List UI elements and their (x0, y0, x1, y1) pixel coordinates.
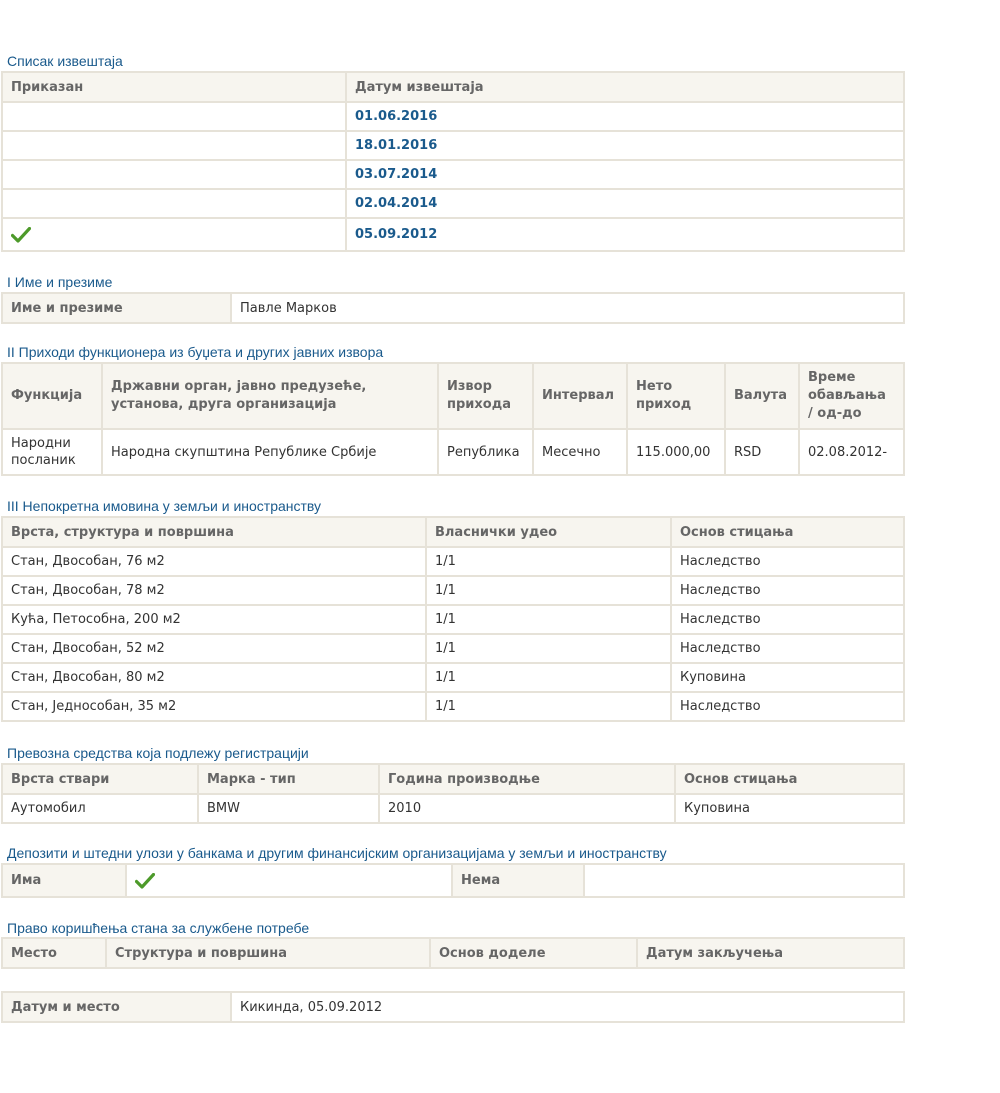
property-section-title: III Непокретна имовина у земљи и иностранству (7, 498, 322, 514)
property-basis-cell: Куповина (671, 663, 904, 692)
housing-section-title: Право коришћења стана за службене потребе (7, 920, 310, 936)
property-row (2, 576, 904, 605)
report-date-cell (346, 218, 904, 251)
property-share-cell: 1/1 (426, 576, 671, 605)
report-shown-cell (2, 189, 346, 218)
deposits-table (1, 863, 905, 898)
income-header-row (2, 363, 904, 429)
property-header-basis: Основ стицања (671, 517, 904, 547)
vehicles-header-row (2, 764, 904, 794)
income-header-source: Извор прихода (438, 363, 533, 429)
report-row (2, 131, 904, 160)
property-basis-cell: Наследство (671, 634, 904, 663)
deposits-none-value (584, 864, 904, 897)
vehicles-section-title: Превозна средства која подлежу регистрацији (7, 745, 309, 761)
property-basis-cell: Наследство (671, 692, 904, 721)
name-label: Име и презиме (2, 293, 231, 323)
vehicle-make-cell: BMW (198, 794, 379, 823)
report-row (2, 218, 904, 251)
housing-header-row (2, 938, 904, 968)
property-type-cell: Стан, Двособан, 78 м2 (2, 576, 426, 605)
vehicles-table (1, 763, 905, 824)
deposits-has-value (126, 864, 452, 897)
checkmark-icon (135, 873, 155, 889)
property-share-cell: 1/1 (426, 547, 671, 576)
income-header-currency: Валута (725, 363, 799, 429)
property-share-cell: 1/1 (426, 692, 671, 721)
property-row (2, 663, 904, 692)
income-header-function: Функција (2, 363, 102, 429)
report-row (2, 189, 904, 218)
property-type-cell: Стан, Двособан, 52 м2 (2, 634, 426, 663)
report-shown-cell (2, 160, 346, 189)
income-row (2, 429, 904, 475)
property-row (2, 634, 904, 663)
deposits-has-label: Има (2, 864, 126, 897)
name-value: Павле Марков (231, 293, 904, 323)
deposits-row (2, 864, 904, 897)
checkmark-icon (11, 227, 31, 243)
income-table (1, 362, 905, 476)
report-row (2, 102, 904, 131)
housing-header-place: Место (2, 938, 106, 968)
vehicle-year-cell: 2010 (379, 794, 675, 823)
reports-header-shown: Приказан (2, 72, 346, 102)
report-date-cell (346, 189, 904, 218)
income-interval-cell: Месечно (533, 429, 627, 475)
income-header-organization: Државни орган, јавно предузеће, установа, друга организација (102, 363, 438, 429)
report-date-cell (346, 160, 904, 189)
property-table (1, 516, 905, 722)
report-date-cell (346, 102, 904, 131)
property-share-cell: 1/1 (426, 634, 671, 663)
income-source-cell: Република (438, 429, 533, 475)
income-function-cell: Народни посланик (2, 429, 102, 475)
property-row (2, 547, 904, 576)
income-header-period: Време обављања / од-до (799, 363, 904, 429)
property-share-cell: 1/1 (426, 605, 671, 634)
income-header-interval: Интервал (533, 363, 627, 429)
report-shown-cell (2, 218, 346, 251)
property-type-cell: Стан, Двособан, 76 м2 (2, 547, 426, 576)
income-period-cell: 02.08.2012- (799, 429, 904, 475)
property-share-cell: 1/1 (426, 663, 671, 692)
date-place-value: Кикинда, 05.09.2012 (231, 992, 904, 1022)
report-date-link[interactable]: 02.04.2014 (355, 196, 438, 211)
property-header-type: Врста, структура и површина (2, 517, 426, 547)
vehicle-row (2, 794, 904, 823)
reports-header-date: Датум извештаја (346, 72, 904, 102)
income-header-net: Нето приход (627, 363, 725, 429)
date-place-row (2, 992, 904, 1022)
property-row (2, 605, 904, 634)
name-row (2, 293, 904, 323)
vehicles-header-basis: Основ стицања (675, 764, 904, 794)
housing-header-date: Датум закључења (637, 938, 904, 968)
vehicle-basis-cell: Куповина (675, 794, 904, 823)
name-table (1, 292, 905, 324)
report-shown-cell (2, 102, 346, 131)
vehicles-header-make: Марка - тип (198, 764, 379, 794)
housing-header-structure: Структура и површина (106, 938, 430, 968)
vehicles-header-kind: Врста ствари (2, 764, 198, 794)
report-date-cell (346, 131, 904, 160)
property-row (2, 692, 904, 721)
property-basis-cell: Наследство (671, 576, 904, 605)
name-section-title: I Име и презиме (7, 274, 113, 290)
property-type-cell: Стан, Двособан, 80 м2 (2, 663, 426, 692)
income-net-cell: 115.000,00 (627, 429, 725, 475)
property-basis-cell: Наследство (671, 547, 904, 576)
deposits-none-label: Нема (452, 864, 584, 897)
reports-table (1, 71, 905, 252)
date-place-label: Датум и место (2, 992, 231, 1022)
income-section-title: II Приходи функционера из буџета и других јавних извора (7, 344, 384, 360)
property-type-cell: Кућа, Петособна, 200 м2 (2, 605, 426, 634)
housing-table (1, 937, 905, 969)
housing-header-basis: Основ доделе (430, 938, 637, 968)
report-date-link[interactable]: 18.01.2016 (355, 138, 438, 153)
property-type-cell: Стан, Једнособан, 35 м2 (2, 692, 426, 721)
report-row (2, 160, 904, 189)
report-shown-cell (2, 131, 346, 160)
property-header-row (2, 517, 904, 547)
income-organization-cell: Народна скупштина Републике Србије (102, 429, 438, 475)
property-basis-cell: Наследство (671, 605, 904, 634)
vehicle-kind-cell: Аутомобил (2, 794, 198, 823)
income-currency-cell: RSD (725, 429, 799, 475)
report-date-link[interactable]: 01.06.2016 (355, 109, 438, 124)
reports-header-row (2, 72, 904, 102)
date-place-table (1, 991, 905, 1023)
property-header-share: Власнички удео (426, 517, 671, 547)
deposits-section-title: Депозити и штедни улози у банкама и другим финансијским организацијама у земљи и иностранству (7, 845, 667, 861)
vehicles-header-year: Година производње (379, 764, 675, 794)
report-date-link[interactable]: 05.09.2012 (355, 227, 438, 242)
reports-section-title: Списак извештаја (7, 53, 123, 69)
report-date-link[interactable]: 03.07.2014 (355, 167, 438, 182)
